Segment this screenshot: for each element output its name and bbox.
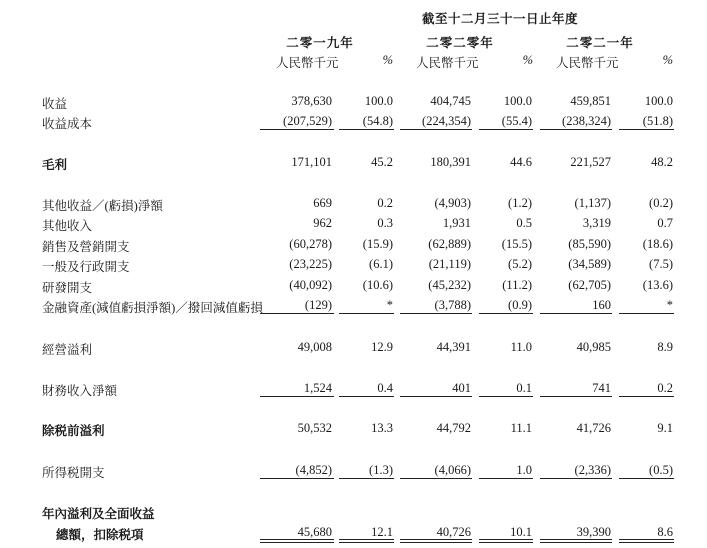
table-row-profit-heading <box>0 504 707 522</box>
row-label: 所得税開支 <box>42 466 105 480</box>
value-2020-pct: 0.5 <box>516 216 532 230</box>
value-2020-pct: 11.1 <box>510 421 532 435</box>
value-2019-pct: (6.1) <box>369 257 393 271</box>
row-label: 收益 <box>42 97 68 111</box>
value-2021-pct: 9.1 <box>657 421 673 435</box>
row-label: 一般及行政開支 <box>42 260 130 274</box>
value-2021-amount: 741 <box>592 381 611 395</box>
value-2020-amount: 401 <box>452 381 471 395</box>
value-2021-pct: (0.5) <box>649 463 673 477</box>
value-2020-amount: (224,354) <box>422 114 471 128</box>
row-label: 總額，扣除税項 <box>56 528 144 542</box>
row-label: 其他收入 <box>42 219 93 233</box>
value-2021-pct: 100.0 <box>644 94 673 108</box>
table-row-operating-profit <box>0 340 707 358</box>
value-2019-pct: 12.1 <box>371 525 393 539</box>
table-row-revenue <box>0 94 707 112</box>
value-2019-amount: (207,529) <box>283 114 332 128</box>
value-2019-amount: 378,630 <box>291 94 332 108</box>
pct-label-2021: % <box>662 53 673 67</box>
value-2020-amount: 404,745 <box>430 94 471 108</box>
value-2020-pct: (55.4) <box>501 114 532 128</box>
value-2019-pct: 12.9 <box>371 340 393 354</box>
value-2020-pct: (1.2) <box>508 196 532 210</box>
unit-label-2021: 人民幣千元 <box>556 56 619 70</box>
value-2021-amount: 41,726 <box>576 421 611 435</box>
value-2019-pct: 100.0 <box>364 94 393 108</box>
value-2019-pct: 0.4 <box>377 381 393 395</box>
value-2021-amount: 40,985 <box>576 340 611 354</box>
total-double-rule <box>540 539 612 543</box>
subtotal-rule <box>400 129 472 130</box>
table-row-rnd <box>0 278 707 296</box>
row-label: 經營溢利 <box>42 343 93 357</box>
subtotal-rule <box>400 478 472 479</box>
subtotal-rule <box>260 129 334 130</box>
subtotal-rule <box>479 396 533 397</box>
row-label: 金融資產(減值虧損淨額)／撥回減值虧損 <box>42 301 263 315</box>
value-2019-amount: 669 <box>313 196 332 210</box>
value-2019-pct: (15.9) <box>362 237 393 251</box>
value-2021-pct: (7.5) <box>649 257 673 271</box>
value-2021-pct: 48.2 <box>651 155 673 169</box>
subtotal-rule <box>540 396 612 397</box>
value-2021-amount: 160 <box>592 298 611 312</box>
total-double-rule <box>619 539 674 543</box>
value-2019-pct: (54.8) <box>362 114 393 128</box>
subtotal-rule <box>339 478 394 479</box>
value-2021-amount: (2,336) <box>574 463 611 477</box>
subtotal-rule <box>619 313 674 314</box>
value-2021-pct: (18.6) <box>642 237 673 251</box>
value-2021-amount: (85,590) <box>568 237 611 251</box>
value-2020-pct: 44.6 <box>510 155 532 169</box>
value-2021-amount: (238,324) <box>562 114 611 128</box>
value-2021-amount: 459,851 <box>570 94 611 108</box>
table-row-other-income <box>0 216 707 234</box>
value-2021-pct: (0.2) <box>649 196 673 210</box>
subtotal-rule <box>619 478 674 479</box>
value-2019-pct: 0.2 <box>377 196 393 210</box>
year-header-2019: 二零一九年 <box>286 36 354 50</box>
table-row-selling-marketing <box>0 237 707 255</box>
value-2020-pct: (15.5) <box>501 237 532 251</box>
subtotal-rule <box>339 129 394 130</box>
value-2020-amount: 40,726 <box>436 525 471 539</box>
value-2021-pct: 0.7 <box>657 216 673 230</box>
value-2019-amount: (4,852) <box>295 463 332 477</box>
table-row-profit-before-tax <box>0 421 707 439</box>
value-2021-amount: 3,319 <box>582 216 611 230</box>
subtotal-rule <box>260 396 334 397</box>
value-2020-pct: 11.0 <box>510 340 532 354</box>
value-2019-amount: 1,524 <box>303 381 332 395</box>
value-2019-pct: * <box>386 298 393 312</box>
value-2021-amount: (62,705) <box>568 278 611 292</box>
value-2019-amount: 962 <box>313 216 332 230</box>
value-2020-amount: (3,788) <box>434 298 471 312</box>
total-double-rule <box>339 539 394 543</box>
value-2019-amount: 171,101 <box>291 155 332 169</box>
subtotal-rule <box>479 313 533 314</box>
value-2020-amount: (4,903) <box>434 196 471 210</box>
year-header-2020: 二零二零年 <box>426 36 494 50</box>
unit-label-2019: 人民幣千元 <box>276 56 339 70</box>
value-2021-pct: * <box>666 298 673 312</box>
year-header-2021: 二零二一年 <box>566 36 634 50</box>
value-2021-amount: 39,390 <box>576 525 611 539</box>
value-2019-amount: 50,532 <box>297 421 332 435</box>
value-2019-pct: 13.3 <box>371 421 393 435</box>
period-title: 截至十二月三十一日止年度 <box>421 12 578 26</box>
pct-label-2019: % <box>382 53 393 67</box>
value-2019-amount: (60,278) <box>289 237 332 251</box>
total-double-rule <box>479 539 533 543</box>
value-2020-amount: 180,391 <box>430 155 471 169</box>
value-2019-pct: (10.6) <box>362 278 393 292</box>
table-row-gross-profit <box>0 155 707 173</box>
value-2020-amount: (4,066) <box>434 463 471 477</box>
subtotal-rule <box>260 313 334 314</box>
subtotal-rule <box>339 313 394 314</box>
subtotal-rule <box>400 396 472 397</box>
value-2020-pct: 1.0 <box>516 463 532 477</box>
subtotal-rule <box>540 478 612 479</box>
subtotal-rule <box>339 396 394 397</box>
value-2019-amount: 49,008 <box>297 340 332 354</box>
value-2020-amount: (62,889) <box>428 237 471 251</box>
value-2021-pct: (13.6) <box>642 278 673 292</box>
value-2020-pct: (0.9) <box>508 298 532 312</box>
value-2019-pct: 0.3 <box>377 216 393 230</box>
value-2021-pct: 8.9 <box>657 340 673 354</box>
row-label: 其他收益／(虧損)淨額 <box>42 199 163 213</box>
value-2019-amount: (40,092) <box>289 278 332 292</box>
value-2021-pct: (51.8) <box>642 114 673 128</box>
value-2020-amount: (21,119) <box>428 257 471 271</box>
row-label: 財務收入淨額 <box>42 384 118 398</box>
value-2020-pct: (5.2) <box>508 257 532 271</box>
value-2021-amount: (1,137) <box>574 196 611 210</box>
value-2019-amount: (23,225) <box>289 257 332 271</box>
row-label: 毛利 <box>42 158 68 172</box>
unit-label-2020: 人民幣千元 <box>416 56 479 70</box>
value-2020-amount: (45,232) <box>428 278 471 292</box>
value-2020-pct: 10.1 <box>510 525 532 539</box>
value-2021-amount: 221,527 <box>570 155 611 169</box>
row-label: 銷售及營銷開支 <box>42 240 130 254</box>
value-2020-amount: 44,391 <box>436 340 471 354</box>
table-row-general-admin <box>0 257 707 275</box>
value-2020-pct: 0.1 <box>516 381 532 395</box>
total-double-rule <box>260 539 334 543</box>
subtotal-rule <box>540 313 612 314</box>
value-2019-pct: (1.3) <box>369 463 393 477</box>
total-double-rule <box>400 539 472 543</box>
value-2019-pct: 45.2 <box>371 155 393 169</box>
row-label: 除税前溢利 <box>42 424 105 438</box>
subtotal-rule <box>479 129 533 130</box>
pct-label-2020: % <box>522 53 533 67</box>
value-2020-amount: 1,931 <box>442 216 471 230</box>
subtotal-rule <box>479 478 533 479</box>
value-2020-amount: 44,792 <box>436 421 471 435</box>
value-2021-pct: 8.6 <box>657 525 673 539</box>
value-2020-pct: 100.0 <box>503 94 532 108</box>
table-row-other-gains-losses <box>0 196 707 214</box>
value-2019-amount: 45,680 <box>297 525 332 539</box>
row-label: 研發開支 <box>42 281 93 295</box>
row-label: 年內溢利及全面收益 <box>42 507 155 521</box>
subtotal-rule <box>540 129 612 130</box>
value-2021-pct: 0.2 <box>657 381 673 395</box>
value-2021-amount: (34,589) <box>568 257 611 271</box>
row-label: 收益成本 <box>42 117 93 131</box>
value-2019-amount: (129) <box>304 298 332 312</box>
subtotal-rule <box>400 313 472 314</box>
value-2020-pct: (11.2) <box>502 278 532 292</box>
subtotal-rule <box>619 396 674 397</box>
subtotal-rule <box>260 478 334 479</box>
subtotal-rule <box>619 129 674 130</box>
